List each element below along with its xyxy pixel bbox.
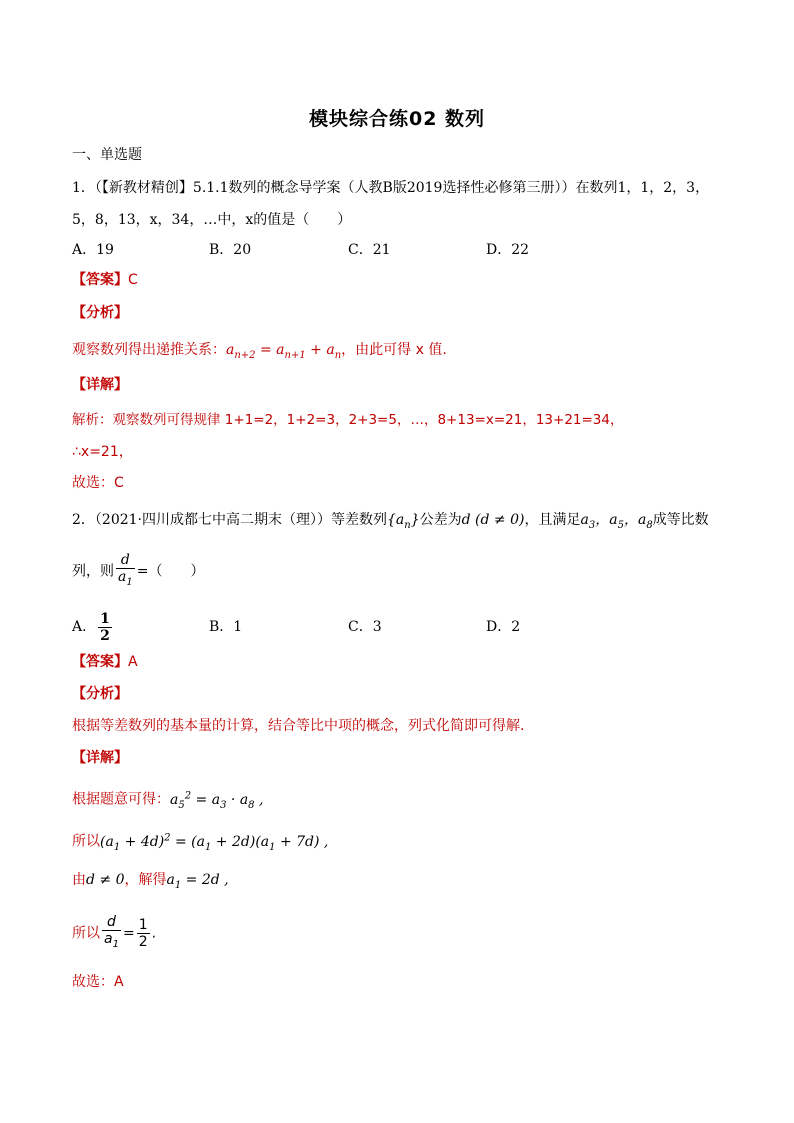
- q1-detail-tag: [72, 375, 128, 395]
- q1-option-c: C．21: [348, 242, 391, 258]
- q2-analysis-tag: [72, 684, 128, 704]
- q2-step4: 所以 $\frac{d}{a_1}$ = $\frac{1}{2}$ .: [72, 914, 156, 953]
- q2-step3: [72, 870, 229, 896]
- q1-detail-line1: 解析：观察数列可得规律 1+1=2，1+2=3，2+3=5，…，8+13=x=21，13+21=34，: [72, 412, 624, 428]
- step2-formula: $(a_1 + 4d)^2 = (a_1 + 2d)(a_1 + 7d)$ ,: [100, 832, 329, 853]
- q2-option-c: C．3: [348, 619, 382, 635]
- q1-detail-line2: ∴x=21，: [72, 444, 133, 460]
- fraction-one-half: $\frac{1}{2}$: [100, 610, 110, 644]
- q2-stem-line2: [72, 552, 204, 591]
- terms-a3-a5-a8: $a_3$，$a_5$，$a_8$: [580, 512, 653, 531]
- sequence-notation: $\{a_n\}$: [387, 512, 420, 531]
- q1-option-b: B．20: [209, 242, 252, 258]
- answer-tag: 【答案】: [72, 272, 128, 288]
- q2-option-b: B．1: [209, 619, 243, 635]
- step3-prefix: 由: [72, 872, 86, 888]
- recurrence-formula: $a_{n+2} = a_{n+1} + a_n$: [226, 342, 342, 361]
- q1-analysis-text: [72, 340, 447, 366]
- step3-mid: ，解得: [124, 872, 167, 888]
- q2-answer: [72, 652, 138, 672]
- fraction-half-result: $\frac{1}{2}$: [138, 916, 148, 950]
- fraction-d-over-a1-result: $\frac{d}{a_1}$: [104, 914, 119, 950]
- q2-option-d: D．2: [486, 619, 521, 635]
- q2-stem-line2-suffix: =（ ）: [136, 563, 205, 580]
- q1-choice: 故选：C: [72, 475, 124, 491]
- step4-prefix: 所以: [72, 925, 100, 942]
- q1-stem-line2: 5，8，13，x，34，…中，x的值是（ ）: [72, 212, 352, 228]
- q2-choice: 故选：A: [72, 974, 124, 990]
- fraction-d-over-a1: $\frac{d}{a_1}$: [118, 552, 133, 588]
- q2-step2: [72, 828, 328, 857]
- page-title: 模块综合练02 数列: [308, 108, 486, 130]
- section-heading: 一、单选题: [72, 147, 142, 163]
- q1-option-d: D．22: [486, 242, 530, 258]
- q1-stem-line1: 1．（【新教材精创】5.1.1数列的概念导学案（人教B版2019选择性必修第三册））在数列1，1，2，3，: [72, 180, 710, 196]
- analysis-prefix: 观察数列得出递推关系：: [72, 342, 226, 358]
- step2-prefix: 所以: [72, 833, 100, 850]
- answer-value: A: [128, 654, 138, 670]
- detail-tag: 【详解】: [72, 750, 128, 766]
- step3-condition: d ≠ 0: [86, 872, 125, 888]
- analysis-tag: 【分析】: [72, 686, 128, 702]
- answer-tag: 【答案】: [72, 654, 128, 670]
- q2-option-a: [72, 610, 114, 644]
- q2-stem-line1: [72, 510, 709, 536]
- step1-formula: $a_5^2 = a_3 \cdot a_8$ ,: [170, 790, 264, 811]
- answer-value: C: [128, 272, 138, 288]
- q1-option-a: A．19: [72, 242, 114, 258]
- q2-analysis-text: 根据等差数列的基本量的计算，结合等比中项的概念，列式化简即可得解.: [72, 718, 525, 734]
- q2-option-a-label: A．: [72, 619, 97, 635]
- q1-answer: [72, 270, 138, 290]
- q2-stem-suffix: 成等比数: [652, 512, 709, 528]
- detail-tag: 【详解】: [72, 377, 128, 393]
- q2-stem-mid2: ，且满足: [524, 512, 581, 528]
- q2-stem-prefix: 2．（2021·四川成都七中高二期末（理））等差数列: [72, 512, 387, 528]
- q2-stem-mid1: 公差为: [419, 512, 462, 528]
- step1-prefix: 根据题意可得：: [72, 791, 170, 808]
- analysis-suffix: ，由此可得 x 值.: [341, 342, 447, 358]
- common-difference: d (d ≠ 0): [461, 512, 525, 528]
- q1-analysis-tag: [72, 303, 128, 323]
- q2-detail-tag: [72, 748, 128, 768]
- step3-result: $a_1 = 2d$ ,: [166, 872, 229, 891]
- q2-stem-line2-prefix: 列，则: [72, 563, 114, 580]
- analysis-tag: 【分析】: [72, 305, 128, 321]
- q2-step1: [72, 786, 263, 815]
